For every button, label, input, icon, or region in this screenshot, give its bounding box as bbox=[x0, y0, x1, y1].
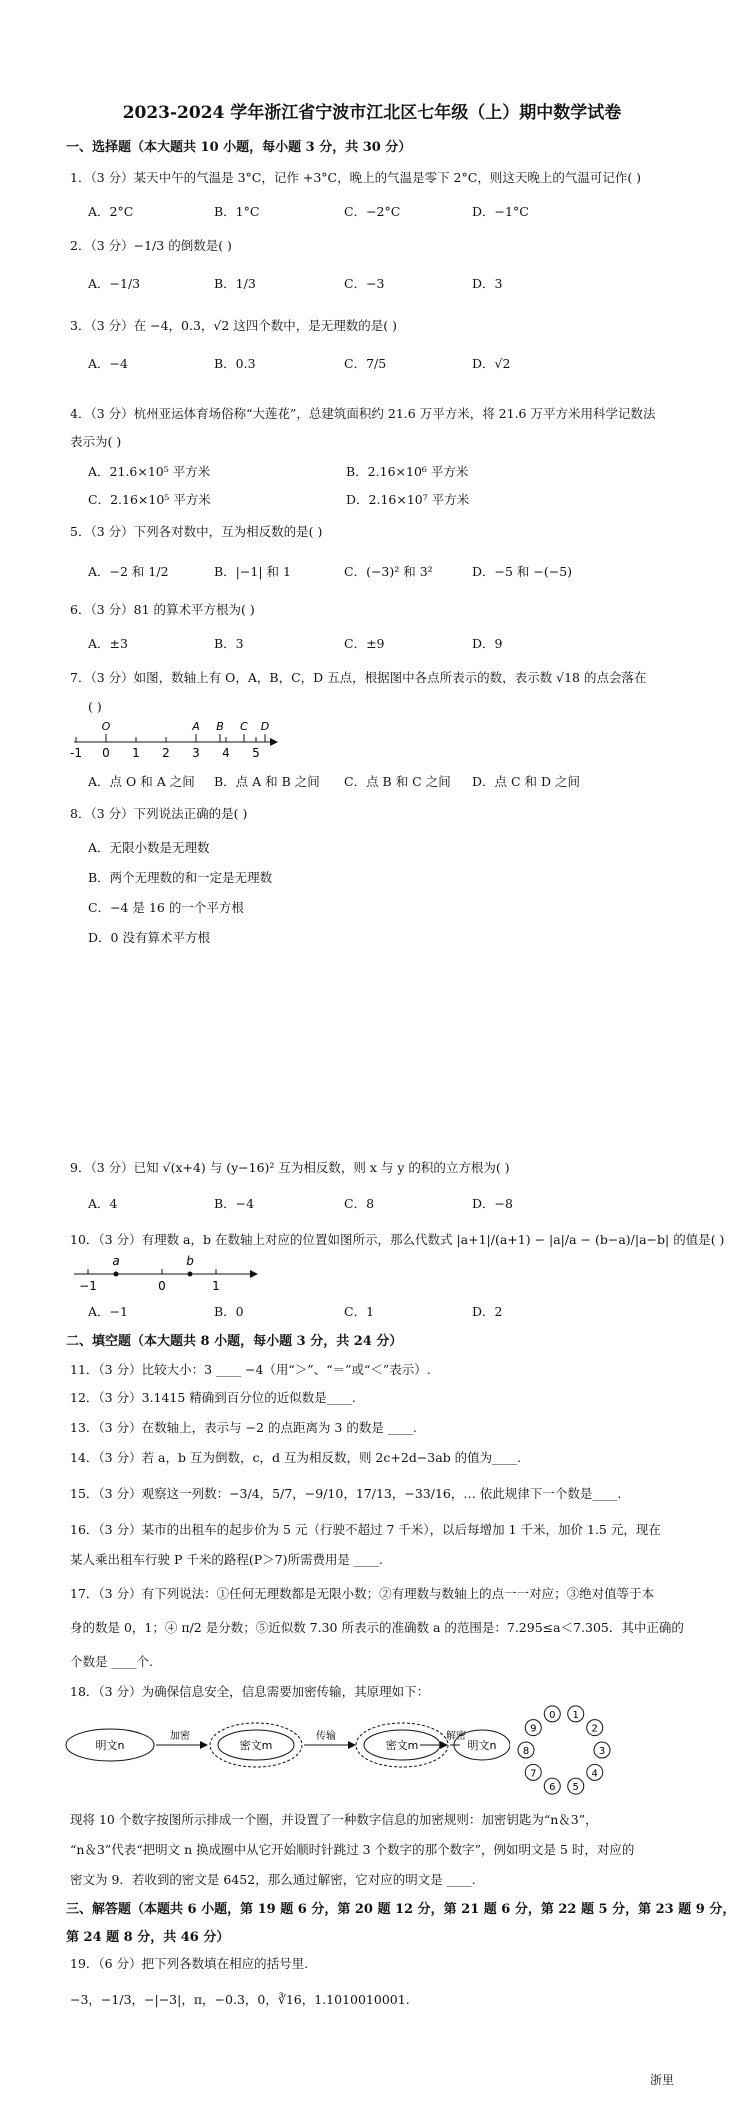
q2-option-b: B．1/3 bbox=[214, 276, 256, 291]
q5-option-c: C．(−3)² 和 3² bbox=[344, 564, 433, 579]
q7-tick-label: 0 bbox=[102, 746, 110, 760]
question-13: 13．（3 分）在数轴上，表示与 −2 的点距离为 3 的数是 ____. bbox=[70, 1420, 417, 1435]
question-14: 14．（3 分）若 a，b 互为倒数，c，d 互为相反数，则 2c+2d−3ab 的值为____. bbox=[70, 1450, 522, 1465]
q10-point-dot bbox=[188, 1272, 193, 1277]
q8-option-d: D．0 没有算术平方根 bbox=[88, 930, 210, 945]
q4-option-d: D．2.16×10⁷ 平方米 bbox=[346, 492, 470, 507]
q7-tick-label: 4 bbox=[222, 746, 230, 760]
digit-label: 4 bbox=[591, 1768, 598, 1780]
question-16-line2: 某人乘出租车行驶 P 千米的路程(P＞7)所需费用是 ____. bbox=[70, 1552, 383, 1567]
question-6: 6．（3 分）81 的算术平方根为( ) bbox=[70, 602, 255, 617]
digit-label: 9 bbox=[530, 1723, 537, 1735]
question-17-line1: 17．（3 分）有下列说法：①任何无理数都是无限小数；②有理数与数轴上的点一一对应；③绝对值等于本 bbox=[70, 1586, 655, 1601]
question-19: 19．（6 分）把下列各数填在相应的括号里. bbox=[70, 1956, 309, 1971]
q10-tick-label: 0 bbox=[158, 1279, 166, 1293]
q9-option-b: B．−4 bbox=[214, 1196, 255, 1211]
question-19-numbers: −3，−1/3，−|−3|，π，−0.3，0，∛16，1.1010010001. bbox=[70, 1992, 410, 2007]
footer-mark: 浙里 bbox=[649, 2073, 674, 2087]
question-4-line1: 4．（3 分）杭州亚运体育场俗称“大莲花”，总建筑面积约 21.6 万平方米，将 21.6 万平方米用科学记数法 bbox=[70, 406, 656, 421]
q7-option-d: D．点 C 和 D 之间 bbox=[472, 774, 581, 789]
section-heading-1: 一、选择题（本大题共 10 小题，每小题 3 分，共 30 分） bbox=[66, 140, 412, 155]
question-9: 9．（3 分）已知 √(x+4) 与 (y−16)² 互为相反数，则 x 与 y 的积的立方根为( ) bbox=[70, 1160, 510, 1175]
q7-number-line bbox=[66, 720, 286, 762]
question-2: 2．（3 分）−1/3 的倒数是( ) bbox=[70, 238, 232, 253]
q1-option-b: B．1°C bbox=[214, 204, 260, 219]
q7-point-label: O bbox=[101, 720, 111, 733]
question-1: 1．（3 分）某天中午的气温是 3°C，记作 +3°C，晚上的气温是零下 2°C，则这天晚上的气温可记作( ) bbox=[70, 170, 642, 185]
question-11: 11．（3 分）比较大小：3 ____ −4（用“＞”、“＝”或“＜”表示）. bbox=[70, 1362, 431, 1377]
q6-option-d: D．9 bbox=[472, 636, 503, 651]
q2-option-d: D．3 bbox=[472, 276, 503, 291]
question-17-line3: 个数是 ____个. bbox=[70, 1654, 153, 1669]
q7-point-label: C bbox=[240, 720, 248, 733]
flow-decrypt-label: 解密 bbox=[446, 1731, 466, 1742]
question-12: 12．（3 分）3.1415 精确到百分位的近似数是____. bbox=[70, 1390, 356, 1405]
section-heading-3-line2: 第 24 题 8 分，共 46 分） bbox=[66, 1930, 230, 1945]
question-17-line2: 身的数是 0，1；④ π/2 是分数；⑤近似数 7.30 所表示的准确数 a 的范围是：7.295≤a＜7.305．其中正确的 bbox=[70, 1620, 684, 1635]
page-title: 2023-2024 学年浙江省宁波市江北区七年级（上）期中数学试卷 bbox=[122, 103, 622, 123]
q3-option-d: D．√2 bbox=[472, 356, 511, 371]
q7-point-label: D bbox=[260, 720, 270, 733]
digit-circle-diagram bbox=[514, 1700, 614, 1800]
q9-option-c: C．8 bbox=[344, 1196, 375, 1211]
digit-label: 8 bbox=[522, 1746, 530, 1757]
digit-label: 2 bbox=[591, 1723, 598, 1735]
q10-tick-label: −1 bbox=[79, 1279, 97, 1293]
question-4-line2: 表示为( ) bbox=[70, 434, 122, 449]
question-16-line1: 16．（3 分）某市的出租车的起步价为 5 元（行驶不超过 7 千米），以后每增加 1 千米，加价 1.5 元，现在 bbox=[70, 1522, 661, 1537]
q6-option-b: B．3 bbox=[214, 636, 244, 651]
q4-option-a: A．21.6×10⁵ 平方米 bbox=[88, 464, 211, 479]
q7-option-a: A．点 O 和 A 之间 bbox=[88, 774, 195, 789]
q7-tick-label: -1 bbox=[70, 746, 82, 760]
q6-option-a: A．±3 bbox=[88, 636, 128, 651]
q10-option-d: D．2 bbox=[472, 1304, 503, 1319]
q7-tick-label: 1 bbox=[132, 746, 140, 760]
q4-option-b: B．2.16×10⁶ 平方米 bbox=[346, 464, 469, 479]
q5-option-d: D．−5 和 −(−5) bbox=[472, 564, 573, 579]
q7-option-c: C．点 B 和 C 之间 bbox=[344, 774, 451, 789]
q8-option-b: B．两个无理数的和一定是无理数 bbox=[88, 870, 273, 885]
q10-point-label: a bbox=[112, 1254, 120, 1268]
question-15: 15．（3 分）观察这一列数：−3/4，5/7，−9/10，17/13，−33/16，… 依此规律下一个数是____. bbox=[70, 1486, 622, 1501]
q3-option-c: C．7/5 bbox=[344, 356, 387, 371]
q4-option-c: C．2.16×10⁵ 平方米 bbox=[88, 492, 211, 507]
q3-option-a: A．−4 bbox=[88, 356, 128, 371]
q9-option-a: A．4 bbox=[88, 1196, 118, 1211]
question-18-text-3: 密文为 9．若收到的密文是 6452，那么通过解密，它对应的明文是 ____. bbox=[70, 1872, 476, 1887]
q7-tick-label: 2 bbox=[162, 746, 170, 760]
q10-number-line bbox=[66, 1254, 266, 1300]
q7-point-label: B bbox=[216, 720, 224, 733]
flow-plaintext-1: 明文n bbox=[95, 1739, 125, 1752]
flow-final-plaintext bbox=[420, 1723, 510, 1769]
question-3: 3．（3 分）在 −4，0.3，√2 这四个数中，是无理数的是( ) bbox=[70, 318, 398, 333]
q7-number-line-marks bbox=[70, 720, 269, 760]
q10-option-b: B．0 bbox=[214, 1304, 244, 1319]
question-5: 5．（3 分）下列各对数中，互为相反数的是( ) bbox=[70, 524, 323, 539]
q2-option-a: A．−1/3 bbox=[88, 276, 141, 291]
q7-point-label: A bbox=[192, 720, 200, 733]
q10-option-c: C．1 bbox=[344, 1304, 375, 1319]
q1-option-a: A．2°C bbox=[88, 204, 134, 219]
question-8: 8．（3 分）下列说法正确的是( ) bbox=[70, 806, 248, 821]
section-heading-2: 二、填空题（本大题共 8 小题，每小题 3 分，共 24 分） bbox=[66, 1334, 403, 1349]
section-heading-3-line1: 三、解答题（本题共 6 小题，第 19 题 6 分，第 20 题 12 分，第 21 题 6 分，第 22 题 5 分，第 23 题 9 分， bbox=[66, 1902, 736, 1917]
q2-option-c: C．−3 bbox=[344, 276, 385, 291]
q1-option-d: D．−1°C bbox=[472, 204, 529, 219]
question-18-text-2: “n＆3”代表“把明文 n 换成圈中从它开始顺时针跳过 3 个数字的那个数字”，例如明文是 5 时，对应的 bbox=[70, 1842, 635, 1857]
flow-transmit-label: 传输 bbox=[316, 1731, 336, 1742]
flow-ciphertext-2: 密文m bbox=[385, 1739, 419, 1752]
q5-option-b: B．|−1| 和 1 bbox=[214, 564, 291, 579]
q7-tick-label: 3 bbox=[192, 746, 200, 760]
flow-plaintext-2: 明文n bbox=[467, 1739, 497, 1752]
digit-label: 7 bbox=[530, 1768, 537, 1780]
digit-label: 3 bbox=[598, 1746, 606, 1757]
q1-option-c: C．−2°C bbox=[344, 204, 401, 219]
flow-ciphertext-1: 密文m bbox=[239, 1739, 273, 1752]
q9-option-d: D．−8 bbox=[472, 1196, 513, 1211]
q6-option-c: C．±9 bbox=[344, 636, 385, 651]
question-7-line2: ( ) bbox=[88, 699, 102, 714]
question-7-line1: 7．（3 分）如图，数轴上有 O，A，B，C，D 五点，根据图中各点所表示的数，表示数 √18 的点会落在 bbox=[70, 670, 647, 685]
digit-label: 1 bbox=[572, 1709, 579, 1721]
q7-tick-label: 5 bbox=[252, 746, 260, 760]
question-18: 18．（3 分）为确保信息安全，信息需要加密传输，其原理如下： bbox=[70, 1684, 430, 1699]
digit-label: 5 bbox=[572, 1782, 579, 1794]
q5-option-a: A．−2 和 1/2 bbox=[88, 564, 169, 579]
q7-option-b: B．点 A 和 B 之间 bbox=[214, 774, 320, 789]
question-18-text-1: 现将 10 个数字按图所示排成一个圈，并设置了一种数字信息的加密规则：加密钥匙为“n＆3”， bbox=[70, 1812, 598, 1827]
q10-point-label: b bbox=[186, 1254, 194, 1268]
q8-option-a: A．无限小数是无理数 bbox=[88, 840, 210, 855]
q10-option-a: A．−1 bbox=[88, 1304, 128, 1319]
digit-label: 6 bbox=[549, 1782, 556, 1794]
q10-point-dot bbox=[114, 1272, 119, 1277]
flow-encrypt-label: 加密 bbox=[170, 1731, 190, 1742]
digit-label: 0 bbox=[549, 1709, 556, 1721]
q10-tick-label: 1 bbox=[212, 1279, 220, 1293]
q3-option-b: B．0.3 bbox=[214, 356, 256, 371]
q8-option-c: C．−4 是 16 的一个平方根 bbox=[88, 900, 244, 915]
question-10: 10．（3 分）有理数 a，b 在数轴上对应的位置如图所示，那么代数式 |a+1|/(a+1) − |a|/a − (b−a)/|a−b| 的值是( ) bbox=[70, 1232, 725, 1247]
